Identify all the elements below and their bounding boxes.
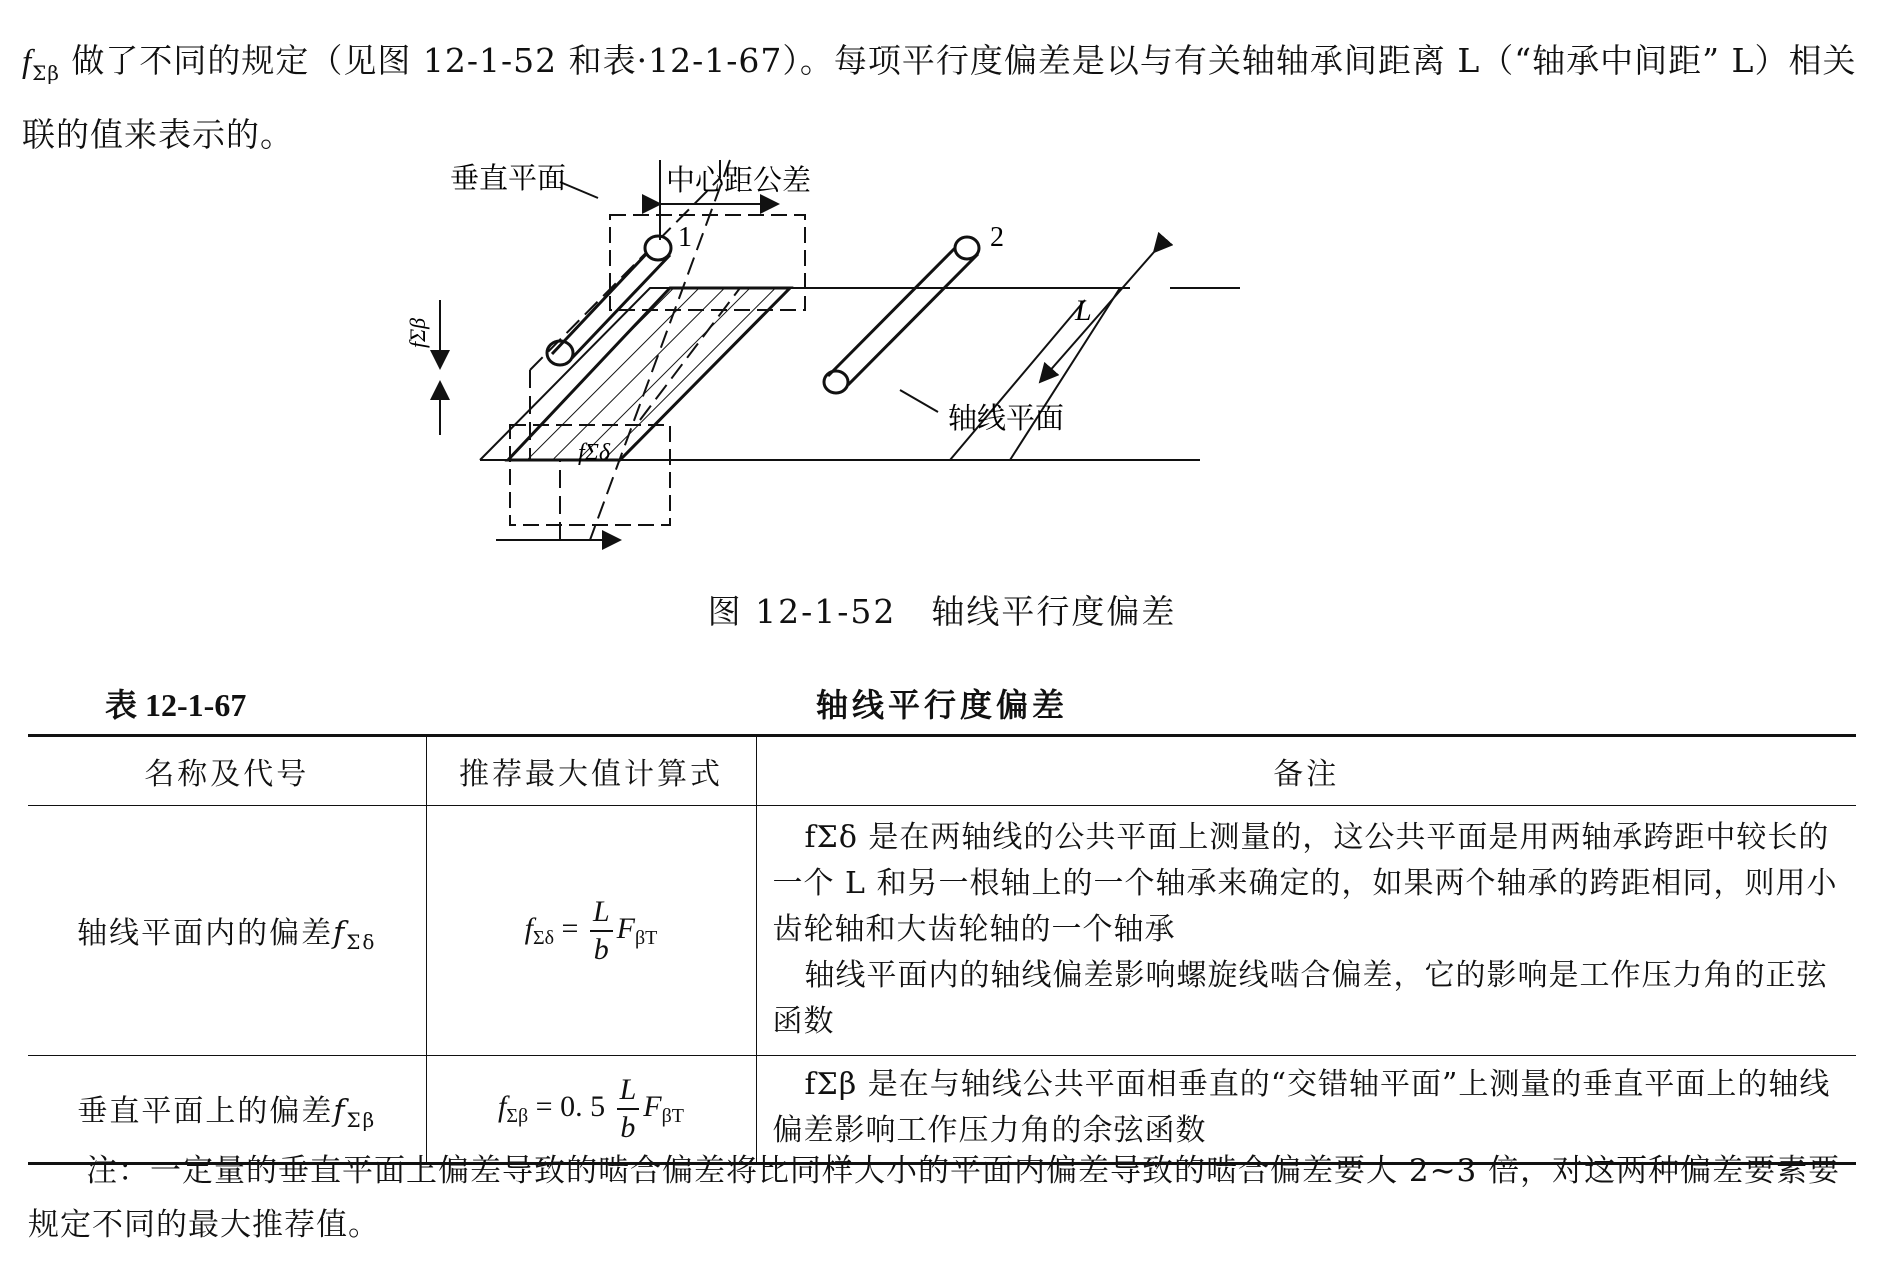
row-name: 垂直平面上的偏差 [77,1094,334,1129]
formula-lhs-sub: Σδ [532,926,555,949]
row-name-symbol: f [333,1094,347,1129]
table-title: 轴线平行度偏差 [815,686,1068,724]
formula-lhs-sub: Σβ [506,1104,529,1127]
plane-right-edge [950,300,1085,460]
label-vertical-plane: 垂直平面 [450,161,567,195]
parallelism-table [28,734,1856,1165]
row-name-symbol: f [333,915,347,951]
axis-parallelism-diagram [405,160,1430,590]
table-header-row [28,736,1856,806]
label-axis-plane: 轴线平面 [948,401,1065,435]
formula-lhs: f [524,911,533,945]
row-name-sub: Σδ [346,929,377,954]
paragraph-text: 做了不同的规定（见图 12-1-52 和表·12-1-67）。每项平行度偏差是以与有关轴轴承间距离 L（“轴承中间距” L）相关联的值来表示的。 [22,41,1857,154]
formula-numerator: L [617,1072,640,1110]
row-name-cell [28,806,426,1056]
label-L: L [1075,294,1092,327]
header-name: 名称及代号 [28,736,426,806]
formula-denominator: b [593,932,609,966]
table-footnote: 注：一定量的垂直平面上偏差导致的啮合偏差将比同样大小的平面内偏差导致的啮合偏差要大 2~3 倍，对这两种偏差要素要规定不同的最大推荐值。 [28,1153,1841,1243]
L-dimension-arrow [1040,252,1154,382]
formula-eq: = [561,911,579,945]
formula-rhs: F [643,1089,662,1123]
formula-rhs: F [616,911,635,945]
table-number: 表 12-1-67 [105,687,247,723]
formula-denominator: b [620,1111,636,1144]
row-name-sub: Σβ [346,1108,377,1132]
figure-caption: 图 12-1-52 轴线平行度偏差 [707,592,1177,631]
note-line: 轴线平面内的轴线偏差影响螺旋线啮合偏差，它的影响是工作压力角的正弦函数 [772,957,1828,1039]
hatched-deviation-region [508,288,790,460]
row-name: 轴线平面内的偏差 [77,915,334,951]
paragraph-symbol-sub: Σβ [32,61,60,85]
formula-coefficient: 0. 5 [560,1089,606,1123]
shaft-2 [824,237,979,393]
formula-fraction [617,1072,640,1146]
note-line: fΣδ 是在两轴线的公共平面上测量的，这公共平面是用两轴承跨距中较长的一个 L 和另一根轴上的一个轴承来确定的，如果两个轴承的跨距相同，则用小齿轮轴和大齿轮轴的一个轴承 [772,819,1838,947]
row-formula-cell [426,806,756,1056]
formula-fraction [590,894,613,968]
header-note: 备注 [756,736,1856,806]
intro-paragraph [22,30,1862,166]
formula-rhs-sub: βT [661,1104,684,1127]
row-note-cell [756,806,1856,1056]
label-f-delta: fΣδ [578,440,611,466]
label-shaft-1: 1 [678,222,692,253]
note-line: fΣβ 是在与轴线公共平面相垂直的“交错轴平面”上测量的垂直平面上的轴线偏差影响工作压力角的余弦函数 [772,1067,1831,1148]
formula-numerator: L [590,894,613,932]
header-formula: 推荐最大值计算式 [426,736,756,806]
formula-rhs-sub: βT [634,926,658,949]
label-center-distance: 中心距公差 [666,163,812,197]
formula-lhs: f [497,1089,507,1123]
label-shaft-2: 2 [990,222,1004,253]
axis-plane-leader [900,390,938,412]
paragraph-symbol: f [22,44,33,80]
formula-eq: = [535,1089,553,1123]
table-row [28,806,1856,1056]
label-f-beta: fΣβ [405,317,430,348]
